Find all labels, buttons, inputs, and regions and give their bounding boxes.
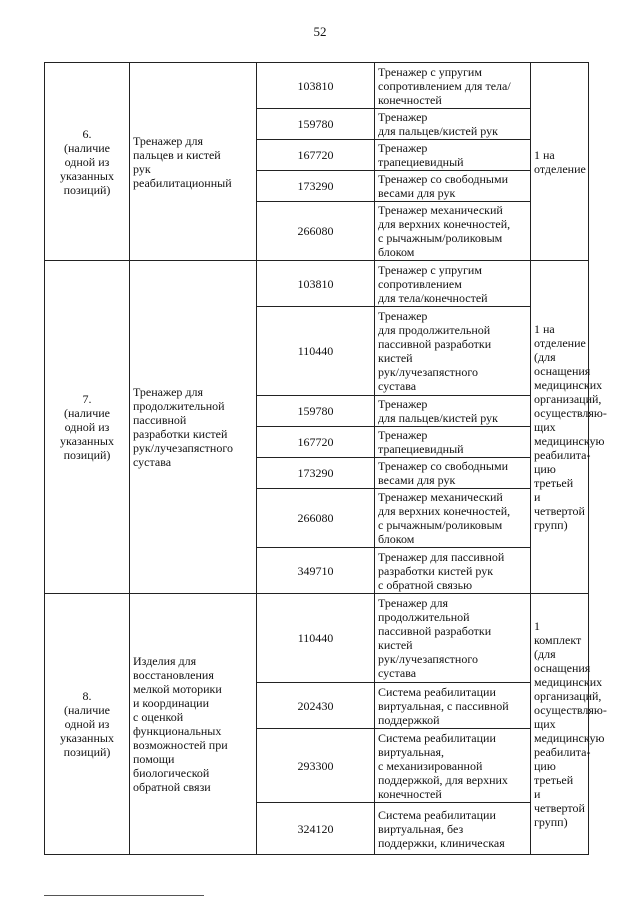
code-cell: 324120 (257, 803, 375, 855)
quantity-cell: 1 комплект (для оснащения медицинских организаций, осуществляю- щих медицинскую реабилита- цию третьей и четвертой групп) (531, 594, 589, 855)
position-cell: 6. (наличие одной из указанных позиций) (45, 63, 130, 261)
code-cell: 159780 (257, 109, 375, 140)
code-cell: 110440 (257, 594, 375, 683)
table-row (45, 261, 589, 307)
code-cell: 173290 (257, 458, 375, 489)
description-cell: Тренажер со свободными весами для рук (375, 171, 531, 202)
description-cell: Тренажер с упругим сопротивлением для тела/ конечностей (375, 63, 531, 109)
page-number: 52 (313, 24, 327, 39)
description-cell: Тренажер с упругим сопротивлением для тела/конечностей (375, 261, 531, 307)
code-cell: 173290 (257, 171, 375, 202)
description-cell: Тренажер трапециевидный (375, 140, 531, 171)
equipment-table (44, 62, 607, 855)
description-cell: Тренажер для пассивной разработки кистей рук с обратной связью (375, 548, 531, 594)
code-cell: 167720 (257, 427, 375, 458)
position-cell: 8. (наличие одной из указанных позиций) (45, 594, 130, 855)
description-cell: Тренажер механический для верхних конечностей, с рычажным/роликовым блоком (375, 489, 531, 548)
code-cell: 349710 (257, 548, 375, 594)
description-cell: Система реабилитации виртуальная, с механизированной поддержкой, для верхних конечностей (375, 729, 531, 803)
description-cell: Тренажер для продолжительной пассивной разработки кистей рук/лучезапястного сустава (375, 594, 531, 683)
description-cell: Тренажер трапециевидный (375, 427, 531, 458)
code-cell: 266080 (257, 489, 375, 548)
position-cell: 7. (наличие одной из указанных позиций) (45, 261, 130, 594)
code-cell: 266080 (257, 202, 375, 261)
code-cell: 103810 (257, 63, 375, 109)
code-cell: 110440 (257, 307, 375, 396)
description-cell: Тренажер механический для верхних конечностей, с рычажным/роликовым блоком (375, 202, 531, 261)
item-name-cell: Тренажер для продолжительной пассивной разработки кистей рук/лучезапястного сустава (130, 261, 257, 594)
item-name-cell: Изделия для восстановления мелкой моторики и координации с оценкой функциональных возможностей при помощи биологической обратной связи (130, 594, 257, 855)
code-cell: 293300 (257, 729, 375, 803)
footnote-divider (44, 895, 204, 896)
description-cell: Система реабилитации виртуальная, без поддержки, клиническая (375, 803, 531, 855)
description-cell: Тренажер для пальцев/кистей рук (375, 109, 531, 140)
table-row (45, 63, 589, 109)
description-cell: Тренажер для продолжительной пассивной разработки кистей рук/лучезапястного сустава (375, 307, 531, 396)
code-cell: 202430 (257, 683, 375, 729)
description-cell: Тренажер для пальцев/кистей рук (375, 396, 531, 427)
quantity-cell: 1 на отделение (для оснащения медицинских организаций, осуществляю- щих медицинскую реабилита- цию третьей и четвертой групп) (531, 261, 589, 594)
code-cell: 167720 (257, 140, 375, 171)
description-cell: Тренажер со свободными весами для рук (375, 458, 531, 489)
item-name-cell: Тренажер для пальцев и кистей рук реабилитационный (130, 63, 257, 261)
table-row (45, 594, 589, 683)
quantity-cell: 1 на отделение (531, 63, 589, 261)
code-cell: 159780 (257, 396, 375, 427)
code-cell: 103810 (257, 261, 375, 307)
description-cell: Система реабилитации виртуальная, с пассивной поддержкой (375, 683, 531, 729)
